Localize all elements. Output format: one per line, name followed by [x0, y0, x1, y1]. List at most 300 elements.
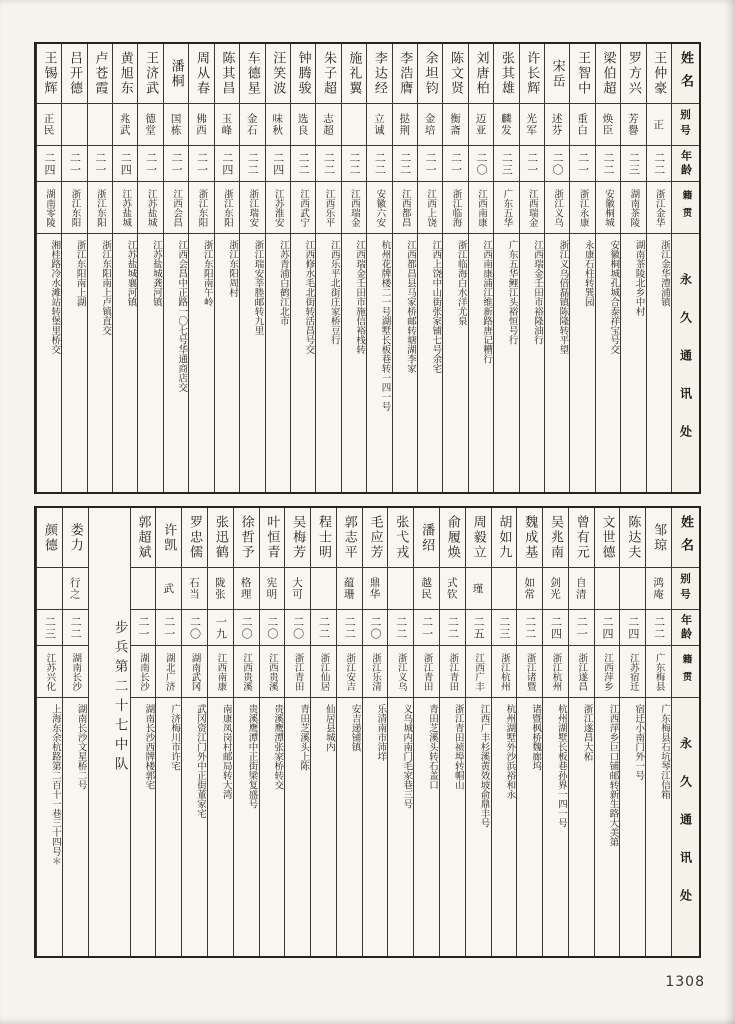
person-column — [259, 508, 285, 956]
person-alias: 蕴珊 — [337, 568, 362, 610]
person-address: 浙江东阳南上湖 — [74, 240, 86, 307]
person-origin: 江西贵溪 — [260, 646, 285, 698]
person-address: 广东梅县石坑琴江信箱 — [659, 704, 670, 799]
person-address: 广济梅川市许宅 — [169, 704, 181, 771]
person-origin: 江苏盐城 — [113, 182, 137, 234]
person-age: 二三 — [621, 146, 645, 182]
header-address: 永久通讯处 — [678, 273, 693, 463]
person-origin: 江苏宿迁 — [620, 646, 645, 698]
person-name: 吴梅芳 — [285, 508, 310, 568]
person-alias: 式钦 — [440, 568, 465, 610]
person-age: 二四 — [215, 146, 239, 182]
person-age: 二二 — [393, 146, 417, 182]
person-age: 二一 — [570, 146, 594, 182]
header-name: 姓名 — [672, 44, 699, 104]
person-age: 二〇 — [285, 610, 310, 646]
person-name: 刘唐柏 — [469, 44, 493, 104]
person-address: 江西广丰杉溪黄效坡俞鼎丰号 — [478, 704, 490, 828]
person-age: 二四 — [620, 610, 645, 646]
person-column — [392, 44, 417, 492]
person-name: 王锡辉 — [37, 44, 61, 104]
person-age: 二一 — [418, 146, 442, 182]
person-column — [468, 44, 493, 492]
person-name: 钟腾骏 — [291, 44, 315, 104]
person-address: 湖南长沙文星桥二号 — [75, 704, 87, 790]
person-alias: 鸿庵 — [646, 568, 671, 610]
person-name: 魏成基 — [517, 508, 542, 568]
person-age: 二四 — [266, 146, 290, 182]
person-name: 毛应芳 — [363, 508, 388, 568]
person-origin: 浙江金华 — [647, 182, 671, 234]
person-name: 叶恒青 — [260, 508, 285, 568]
person-alias: 光军 — [520, 104, 544, 146]
person-column — [417, 44, 442, 492]
person-column — [465, 508, 491, 956]
person-origin: 江苏盐城 — [138, 182, 162, 234]
person-address: 南康凤岗村邮局转大湾 — [220, 704, 232, 799]
person-origin: 江西瑞金 — [342, 182, 366, 234]
person-name: 文世德 — [595, 508, 620, 568]
person-column — [544, 44, 569, 492]
person-name: 周从春 — [189, 44, 213, 104]
top-roster-table — [34, 42, 701, 494]
person-address: 青田芝溪头上陈 — [298, 704, 310, 771]
bottom-column-headers — [671, 508, 699, 956]
person-column — [130, 508, 156, 956]
person-alias — [595, 568, 620, 610]
person-age: 二五 — [466, 610, 491, 646]
person-address: 安徽桐城孔城合泰祥宝号交 — [608, 240, 620, 354]
person-alias: 芳譽 — [621, 104, 645, 146]
person-column — [61, 44, 86, 492]
person-alias: 正 — [647, 104, 671, 146]
person-alias — [88, 104, 112, 146]
person-origin: 湖南零陵 — [37, 182, 61, 234]
person-age: 二〇 — [260, 610, 285, 646]
person-name: 陈达夫 — [620, 508, 645, 568]
person-name: 王济武 — [138, 44, 162, 104]
person-origin: 江西乐平 — [316, 182, 340, 234]
person-alias: 陇张 — [208, 568, 233, 610]
person-name: 黄旭东 — [113, 44, 137, 104]
person-name: 邹琼 — [646, 508, 671, 568]
person-age: 二二 — [337, 610, 362, 646]
person-origin: 浙江诸暨 — [517, 646, 542, 698]
person-age: 二二 — [291, 146, 315, 182]
person-alias: 焕臣 — [596, 104, 620, 146]
person-address: 江西瑞金壬田市施信裕栈转 — [354, 240, 366, 354]
unit-note: 步兵第二十七中队 — [111, 620, 128, 776]
person-column — [594, 508, 620, 956]
person-address: 江西修水毛北街转活昌号交 — [303, 240, 315, 354]
person-address: 浙江东阳南午岭 — [201, 240, 213, 307]
person-origin: 浙江乐清 — [363, 646, 388, 698]
person-column — [137, 44, 162, 492]
person-address: 江西会昌中正路一〇七号华通商店交 — [176, 240, 188, 392]
person-address: 江西萍乡巨口铺邮转新生路大美第 — [607, 704, 619, 847]
person-alias — [388, 568, 413, 610]
person-age: 二二 — [517, 610, 542, 646]
person-name: 颜德 — [37, 508, 62, 568]
person-address: 上海东余杭路第二百十一巷三十四号＊ — [49, 704, 61, 866]
person-address: 安吉递铺镇 — [349, 704, 361, 752]
person-address: 湘桂路冷水滩站转堡里桥交 — [49, 240, 61, 354]
person-origin: 江西南康 — [469, 182, 493, 234]
person-column — [36, 508, 62, 956]
person-origin: 广东梅县 — [646, 646, 671, 698]
person-age: 二〇 — [469, 146, 493, 182]
person-name: 汪笑波 — [266, 44, 290, 104]
person-column — [163, 44, 188, 492]
person-address: 诸暨枫桥魏廊坞 — [530, 704, 542, 771]
person-column — [233, 508, 259, 956]
person-alias: 石当 — [182, 568, 207, 610]
person-column — [310, 508, 336, 956]
person-address: 江西瑞金壬田市裕隆油行 — [531, 240, 543, 345]
person-origin: 江西武宁 — [291, 182, 315, 234]
person-age: 二二 — [440, 610, 465, 646]
person-alias: 志超 — [316, 104, 340, 146]
person-column — [645, 508, 671, 956]
person-alias: 自清 — [569, 568, 594, 610]
person-alias: 瑾 — [466, 568, 491, 610]
person-age: 二二 — [342, 146, 366, 182]
person-alias: 金培 — [418, 104, 442, 146]
person-alias — [62, 104, 86, 146]
person-address: 江苏盐城龚河镇 — [150, 240, 162, 307]
person-age: 二一 — [569, 610, 594, 646]
person-age: 二二 — [647, 146, 671, 182]
person-name: 李达经 — [367, 44, 391, 104]
person-age: 二一 — [414, 610, 439, 646]
person-name: 卢苍霞 — [88, 44, 112, 104]
person-address: 宿迁小南门外一号 — [633, 704, 645, 780]
person-column — [284, 508, 310, 956]
person-age: 二〇 — [182, 610, 207, 646]
person-age: 二一 — [88, 146, 112, 182]
person-name: 施礼翼 — [342, 44, 366, 104]
unit-note-column — [88, 508, 130, 956]
person-origin: 浙江瑞安 — [240, 182, 264, 234]
person-alias: 述芬 — [545, 104, 569, 146]
person-origin: 浙江东阳 — [62, 182, 86, 234]
person-alias: 鼎华 — [363, 568, 388, 610]
person-name: 许长辉 — [520, 44, 544, 104]
person-address: 浙江瑞安莘塍邮转九里 — [252, 240, 264, 335]
person-column — [595, 44, 620, 492]
person-address: 贵溪鹰潭张家桥转交 — [272, 704, 284, 790]
person-name: 李浩膺 — [393, 44, 417, 104]
person-column — [112, 44, 137, 492]
person-address: 湖南茶陵北乡中村 — [633, 240, 645, 316]
person-column — [568, 508, 594, 956]
person-address: 江西南康浦江维新路唐记糟行 — [481, 240, 493, 364]
person-name: 陈文贤 — [443, 44, 467, 104]
person-name: 王仲豪 — [647, 44, 671, 104]
person-column — [620, 44, 645, 492]
person-age: 一九 — [208, 610, 233, 646]
person-alias: 行之 — [63, 568, 88, 610]
person-alias: 格理 — [234, 568, 259, 610]
person-origin: 江西上饶 — [418, 182, 442, 234]
person-name: 陈其昌 — [215, 44, 239, 104]
person-column — [646, 44, 671, 492]
person-name: 周毅立 — [466, 508, 491, 568]
person-column — [341, 44, 366, 492]
person-address: 仙居县城内 — [323, 704, 335, 752]
person-origin: 广东五华 — [494, 182, 518, 234]
person-alias: 迈亚 — [469, 104, 493, 146]
person-origin: 江西南康 — [208, 646, 233, 698]
person-origin: 江西广丰 — [466, 646, 491, 698]
person-origin: 湖南武冈 — [182, 646, 207, 698]
person-age: 二〇 — [545, 146, 569, 182]
page-number: 1308 — [665, 974, 705, 990]
person-alias: 佛西 — [189, 104, 213, 146]
person-name: 潘桐 — [164, 44, 188, 104]
person-age: 二一 — [156, 610, 181, 646]
person-alias — [311, 568, 336, 610]
person-address: 永康石柱转巽园 — [582, 240, 594, 307]
person-origin: 浙江永康 — [570, 182, 594, 234]
person-origin: 江西都昌 — [393, 182, 417, 234]
person-age: 二二 — [388, 610, 413, 646]
person-name: 宋岳 — [545, 44, 569, 104]
person-alias: 正民 — [37, 104, 61, 146]
person-address: 江苏青浦白鹤江北市 — [277, 240, 289, 326]
person-age: 二二 — [596, 146, 620, 182]
person-age: 二一 — [443, 146, 467, 182]
person-origin: 浙江义乌 — [388, 646, 413, 698]
person-column — [493, 44, 518, 492]
person-origin: 湖南长沙 — [63, 646, 88, 698]
person-alias — [37, 568, 62, 610]
person-address: 浙江遂昌大柘 — [581, 704, 593, 761]
person-column — [442, 44, 467, 492]
person-origin: 浙江临海 — [443, 182, 467, 234]
person-name: 张迅鹤 — [208, 508, 233, 568]
person-alias: 立诚 — [367, 104, 391, 146]
header-name: 姓名 — [672, 508, 699, 568]
person-address: 浙江青田祯埠转帽山 — [452, 704, 464, 790]
person-origin: 浙江东阳 — [189, 182, 213, 234]
person-column — [413, 508, 439, 956]
person-age: 二二 — [63, 610, 88, 646]
person-column — [36, 44, 61, 492]
person-age: 二一 — [138, 146, 162, 182]
person-age: 二一 — [62, 146, 86, 182]
header-origin: 籍贯 — [672, 182, 699, 234]
person-alias: 玉峰 — [215, 104, 239, 146]
person-name: 潘绍 — [414, 508, 439, 568]
person-address: 浙江东阳南上卢镇直交 — [100, 240, 112, 335]
header-address: 永久通讯处 — [678, 737, 693, 927]
person-alias: 金石 — [240, 104, 264, 146]
person-alias: 味秋 — [266, 104, 290, 146]
person-origin: 江西萍乡 — [595, 646, 620, 698]
person-origin: 浙江青田 — [285, 646, 310, 698]
person-age: 二二 — [240, 146, 264, 182]
person-alias: 重白 — [570, 104, 594, 146]
person-age: 二二 — [311, 610, 336, 646]
header-origin: 籍贯 — [672, 646, 699, 698]
person-name: 郭超斌 — [131, 508, 156, 568]
person-age: 二三 — [37, 610, 62, 646]
person-address: 浙江金华澧浦镇 — [659, 240, 670, 307]
person-origin: 浙江东阳 — [215, 182, 239, 234]
person-column — [569, 44, 594, 492]
person-column — [366, 44, 391, 492]
person-alias: 麟发 — [494, 104, 518, 146]
person-age: 二一 — [131, 610, 156, 646]
person-address: 乐清南市沛垟 — [375, 704, 387, 761]
person-origin: 浙江遂昌 — [569, 646, 594, 698]
person-origin: 安徽桐城 — [596, 182, 620, 234]
person-origin: 浙江青田 — [440, 646, 465, 698]
person-origin: 浙江义乌 — [545, 182, 569, 234]
person-name: 吕开德 — [62, 44, 86, 104]
top-column-headers — [671, 44, 699, 492]
person-alias: 大可 — [285, 568, 310, 610]
person-age: 二一 — [189, 146, 213, 182]
person-origin: 江西贵溪 — [234, 646, 259, 698]
person-address: 江西乐平北街庄家桥豆行 — [328, 240, 340, 345]
person-column — [181, 508, 207, 956]
person-column — [387, 508, 413, 956]
person-column — [491, 508, 517, 956]
person-name: 张弋戎 — [388, 508, 413, 568]
person-address: 义乌城内南门毛家巷三号 — [401, 704, 413, 809]
person-column — [519, 44, 544, 492]
person-name: 曾有元 — [569, 508, 594, 568]
person-origin: 浙江杭州 — [492, 646, 517, 698]
person-alias: 国栋 — [164, 104, 188, 146]
person-column — [439, 508, 465, 956]
person-age: 二二 — [367, 146, 391, 182]
person-address: 湖南长沙西牌楼郭宅 — [143, 704, 155, 790]
person-alias: 宪明 — [260, 568, 285, 610]
person-name: 俞履焕 — [440, 508, 465, 568]
person-origin: 浙江杭州 — [543, 646, 568, 698]
person-name: 郭志平 — [337, 508, 362, 568]
person-alias: 越民 — [414, 568, 439, 610]
person-name: 王智中 — [570, 44, 594, 104]
header-age: 年龄 — [672, 146, 699, 182]
person-age: 二一 — [520, 146, 544, 182]
person-alias — [620, 568, 645, 610]
person-name: 许凯 — [156, 508, 181, 568]
person-column — [516, 508, 542, 956]
person-age: 二三 — [492, 610, 517, 646]
person-alias: 德堂 — [138, 104, 162, 146]
person-address: 浙江义乌倍磊镇陈隆转平望 — [557, 240, 569, 354]
person-name: 吴兆南 — [543, 508, 568, 568]
header-alias: 别号 — [672, 104, 699, 146]
header-age: 年龄 — [672, 610, 699, 646]
person-name: 娄力 — [63, 508, 88, 568]
person-age: 二〇 — [234, 610, 259, 646]
person-address: 青田芝溪头转石盖口 — [426, 704, 438, 790]
person-address: 江西上饶中山街张家铺七号余宅 — [430, 240, 442, 373]
person-name: 余坦钧 — [418, 44, 442, 104]
person-age: 二四 — [595, 610, 620, 646]
person-alias: 挞荆 — [393, 104, 417, 146]
person-name: 车德星 — [240, 44, 264, 104]
person-name: 梁伯超 — [596, 44, 620, 104]
person-origin: 浙江青田 — [414, 646, 439, 698]
person-alias: 兆武 — [113, 104, 137, 146]
person-origin: 湖北广济 — [156, 646, 181, 698]
person-address: 江苏盐城襄河镇 — [125, 240, 137, 307]
person-address: 杭州湖墅外沙浜裕和永 — [504, 704, 516, 799]
person-address: 武冈资江门外中正街董家宅 — [194, 704, 206, 818]
person-address: 浙江东阳周村 — [227, 240, 239, 297]
person-origin: 江苏淮安 — [266, 182, 290, 234]
person-column — [87, 44, 112, 492]
person-column — [290, 44, 315, 492]
person-age: 二四 — [113, 146, 137, 182]
person-age: 二四 — [543, 610, 568, 646]
person-origin: 浙江仙居 — [311, 646, 336, 698]
person-address: 江西都昌县马家桥邮转塘湖李家 — [404, 240, 416, 373]
person-column — [265, 44, 290, 492]
person-alias — [131, 568, 156, 610]
person-origin: 湖南长沙 — [131, 646, 156, 698]
person-name: 朱子超 — [316, 44, 340, 104]
person-name: 张其雄 — [494, 44, 518, 104]
person-alias: 选良 — [291, 104, 315, 146]
person-age: 二二 — [646, 610, 671, 646]
person-age: 二〇 — [363, 610, 388, 646]
header-alias: 别号 — [672, 568, 699, 610]
person-age: 二一 — [164, 146, 188, 182]
person-column — [207, 508, 233, 956]
person-address: 浙江临海白水洋尤泉 — [455, 240, 467, 326]
person-column — [188, 44, 213, 492]
person-address: 杭州湖墅长板巷孙界一四一号 — [555, 704, 567, 828]
person-address: 广东五华鲤江头裕恒号行 — [506, 240, 518, 345]
person-origin: 江苏兴化 — [37, 646, 62, 698]
person-address: 杭州花牌楼二一号湖墅长板巷转一四一号 — [379, 240, 391, 411]
person-column — [362, 508, 388, 956]
person-column — [62, 508, 88, 956]
person-origin: 安徽六安 — [367, 182, 391, 234]
person-alias: 剑光 — [543, 568, 568, 610]
person-column — [155, 508, 181, 956]
person-origin: 湖南茶陵 — [621, 182, 645, 234]
person-name: 罗方兴 — [621, 44, 645, 104]
person-age: 二三 — [494, 146, 518, 182]
person-origin: 浙江安吉 — [337, 646, 362, 698]
person-name: 胡如九 — [492, 508, 517, 568]
person-column — [542, 508, 568, 956]
person-origin: 江西瑞金 — [520, 182, 544, 234]
person-age: 二四 — [37, 146, 61, 182]
person-column — [619, 508, 645, 956]
person-name: 程士明 — [311, 508, 336, 568]
person-alias: 武 — [156, 568, 181, 610]
person-alias: 如常 — [517, 568, 542, 610]
person-column — [336, 508, 362, 956]
person-origin: 江西会昌 — [164, 182, 188, 234]
person-address: 贵溪鹰潭中正街梁复盛号 — [246, 704, 258, 809]
person-alias — [492, 568, 517, 610]
person-origin: 浙江东阳 — [88, 182, 112, 234]
person-age: 二二 — [316, 146, 340, 182]
bottom-roster-table — [34, 506, 701, 958]
person-name: 罗忠儒 — [182, 508, 207, 568]
person-column — [315, 44, 340, 492]
